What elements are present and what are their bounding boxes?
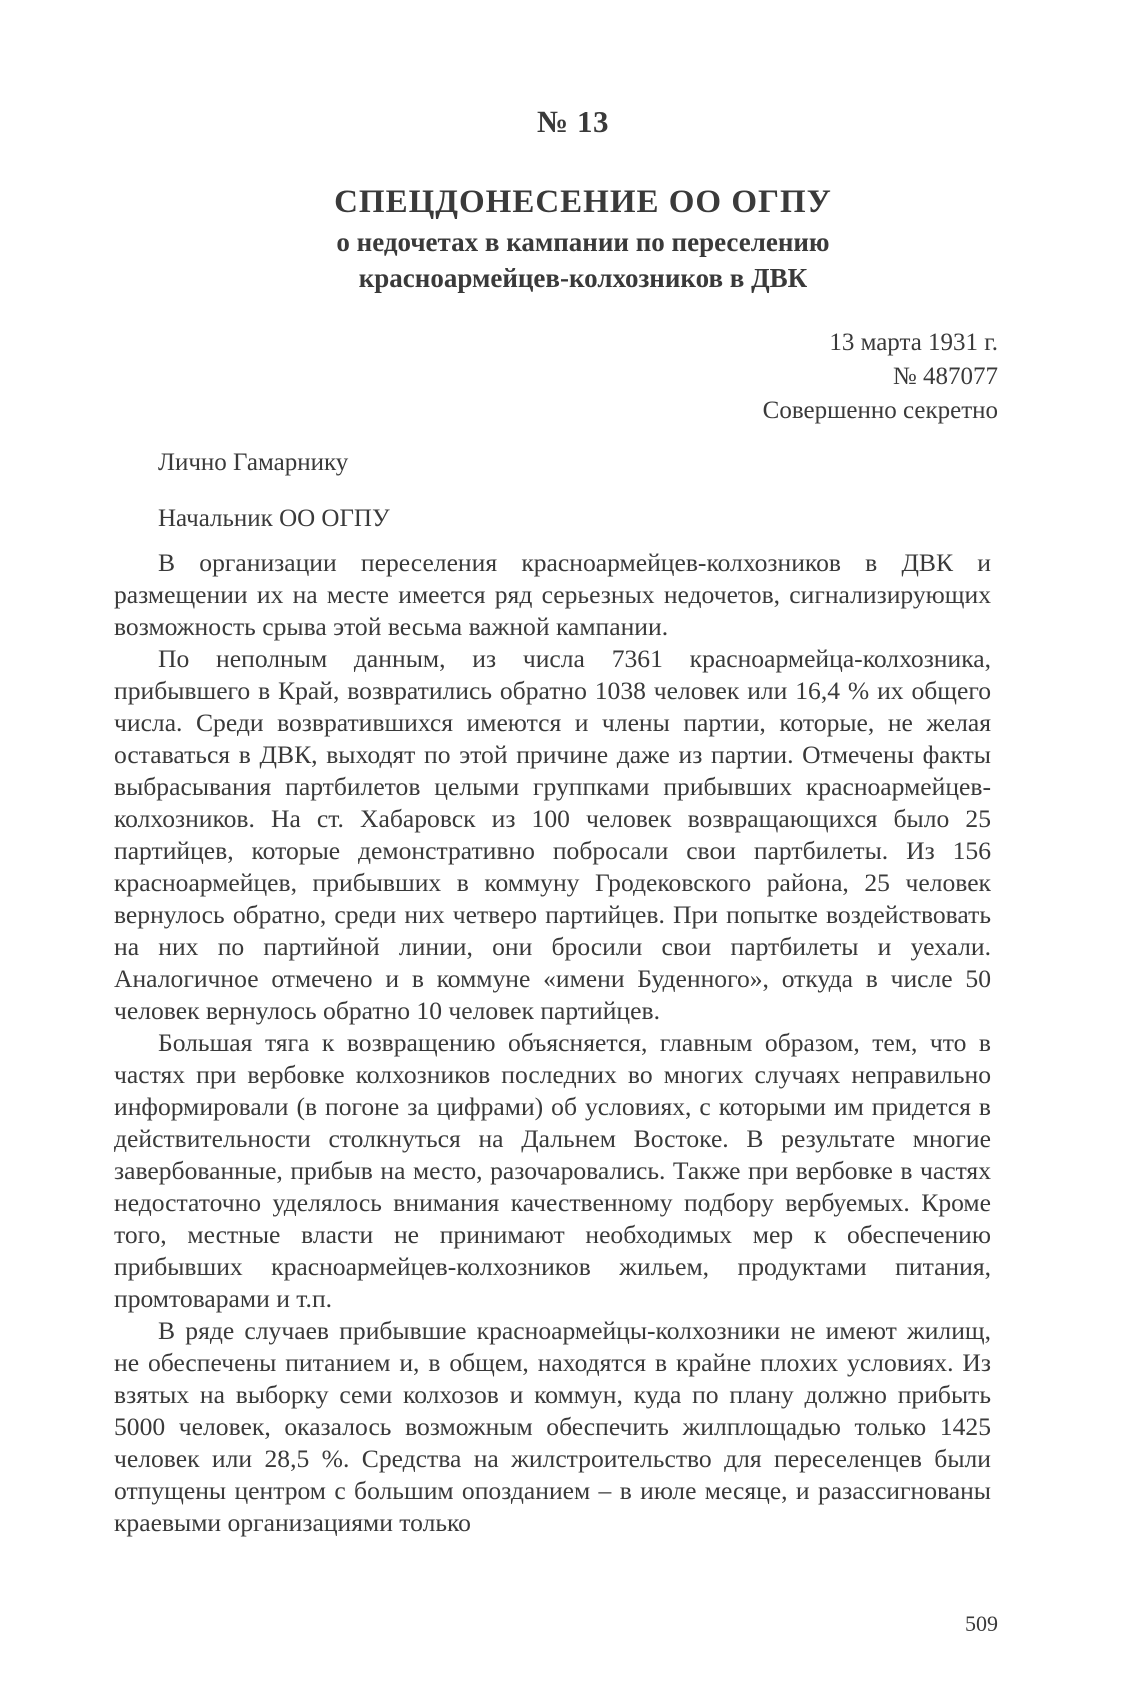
paragraph: В ряде случаев прибывшие красноармейцы-колхозники не имеют жилищ, не обеспечены питанием и, в общем, находятся в крайне плохих условиях. Из взятых на выборку семи колхозов и коммун, куда по плану должно прибыть 5000 человек, оказалось возможным обеспечить жилплощадью только 1425 человек или 28,5 %. Средства на жилстроительство для переселенцев были отпущены центром с большим опозданием – в июле месяце, и разассигнованы краевыми организациями только — [114, 1316, 991, 1537]
title-main: СПЕЦДОНЕСЕНИЕ ОО ОГПУ — [334, 184, 832, 220]
title-subtitle-line: красноармейцев-колхозников в ДВК — [358, 263, 808, 293]
addressee: Лично Гамарнику — [158, 449, 349, 476]
paragraph: По неполным данным, из числа 7361 красноармейца-колхозника, прибывшего в Край, возвратились обратно 1038 человек или 16,4 % их общего числа. Среди возвратившихся имеются и члены партии, которые, не желая оставаться в ДВК, выходят по этой причине даже из партии. Отмечены факты выбрасывания партбилетов целыми группками прибывших красноармейцев-колхозников. На ст. Хабаровск из 100 человек возвращающихся было 25 партийцев, которые демонстративно побросали свои партбилеты. Из 156 красноармейцев, прибывших в коммуну Гродековского района, 25 человек вернулось обратно, среди них четверо партийцев. При попытке воздействовать на них по партийной линии, они бросили свои партбилеты и уехали. Аналогичное отмечено и в коммуне «имени Буденного», откуда в числе 50 человек вернулось обратно 10 человек партийцев. — [114, 644, 991, 1025]
paragraph: В организации переселения красноармейцев-колхозников в ДВК и размещении их на месте имеется ряд серьезных недочетов, сигнализирующих возможность срыва этой весьма важной кампании. — [114, 548, 991, 641]
paragraph: Большая тяга к возвращению объясняется, главным образом, тем, что в частях при вербовке колхозников последних во многих случаях неправильно информировали (в погоне за цифрами) об условиях, с которыми им придется в действительности столкнуться на Дальнем Востоке. В результате многие завербованные, прибыв на место, разочаровались. Также при вербовке в частях недостаточно уделялось внимания качественному подбору вербуемых. Кроме того, местные власти не принимают необходимых мер к обеспечению прибывших красноармейцев-колхозников жильем, продуктами питания, промтоварами и т.п. — [114, 1028, 991, 1313]
registration-number: № 487077 — [892, 363, 998, 390]
body-text — [114, 547, 991, 1539]
document-title — [160, 180, 1006, 296]
title-subtitle-line: о недочетах в кампании по переселению — [336, 227, 830, 257]
sender: Начальник ОО ОГПУ — [158, 505, 390, 532]
classification-stamp: Совершенно секретно — [762, 397, 998, 424]
page-number: 509 — [965, 1611, 998, 1636]
document-number: № 13 — [537, 104, 609, 139]
document-meta — [763, 326, 998, 428]
document-date: 13 марта 1931 г. — [829, 329, 998, 356]
